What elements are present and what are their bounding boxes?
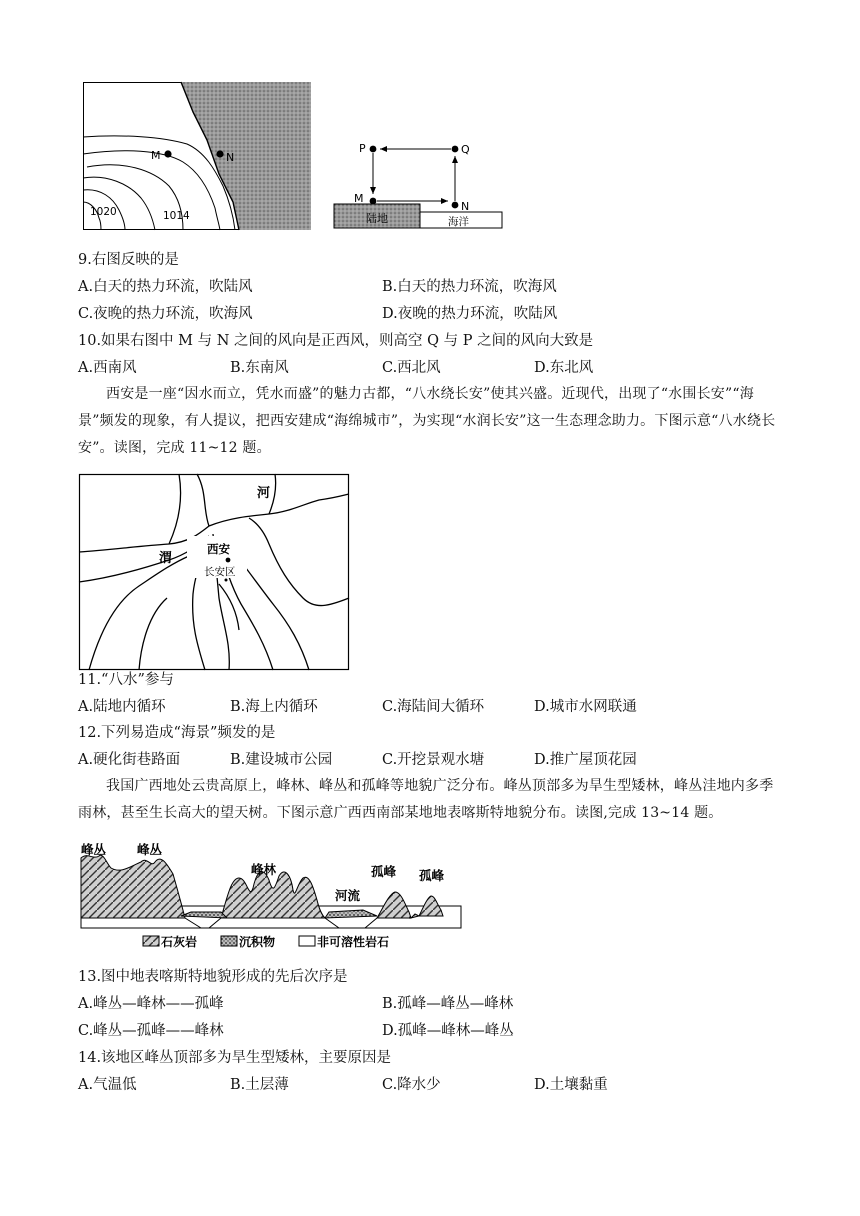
q12-option-c[interactable]: C.开挖景观水塘 bbox=[382, 752, 485, 768]
q14-option-d[interactable]: D.土壤黏重 bbox=[534, 1077, 608, 1093]
q14-option-c[interactable]: C.降水少 bbox=[382, 1077, 441, 1093]
legend-nonsoluble-rock: 非可溶性岩石 bbox=[317, 935, 390, 949]
q10-option-d[interactable]: D.东北风 bbox=[534, 360, 594, 376]
q14-option-a[interactable]: A.气温低 bbox=[78, 1077, 137, 1093]
label-m: M bbox=[151, 149, 161, 162]
q12-option-d[interactable]: D.推广屋顶花园 bbox=[534, 752, 637, 768]
fenglin-mass bbox=[221, 872, 325, 918]
q11-option-b[interactable]: B.海上内循环 bbox=[230, 699, 318, 715]
q9-option-c[interactable]: C.夜晚的热力环流，吹海风 bbox=[78, 306, 253, 322]
q9-stem: 9.右图反映的是 bbox=[78, 252, 179, 268]
q13-option-b[interactable]: B.孤峰—峰丛—峰林 bbox=[382, 996, 514, 1012]
isobar-1014: 1014 bbox=[163, 210, 190, 222]
sea-label: 海洋 bbox=[448, 216, 469, 228]
q10-option-c[interactable]: C.西北风 bbox=[382, 360, 441, 376]
q12-option-b[interactable]: B.建设城市公园 bbox=[230, 752, 333, 768]
point-m bbox=[164, 150, 171, 157]
district-label: 长安区 bbox=[204, 566, 236, 578]
eight-rivers-map bbox=[79, 474, 349, 670]
city-label: 西安 bbox=[207, 542, 230, 556]
q9-option-a[interactable]: A.白天的热力环流，吹陆风 bbox=[78, 279, 253, 295]
thermal-circulation-diagram bbox=[330, 140, 506, 232]
q11-option-c[interactable]: C.海陆间大循环 bbox=[382, 699, 485, 715]
q13-option-a[interactable]: A.峰丛—峰林——孤峰 bbox=[78, 996, 224, 1012]
point-n bbox=[216, 150, 223, 157]
fengcong-label-1: 峰丛 bbox=[81, 842, 107, 857]
land-label: 陆地 bbox=[366, 212, 388, 225]
river-he-label: 河 bbox=[257, 486, 271, 501]
xian-marker bbox=[226, 558, 231, 563]
q9-option-b[interactable]: B.白天的热力环流，吹海风 bbox=[382, 279, 557, 295]
q10-option-a[interactable]: A.西南风 bbox=[78, 360, 137, 376]
isobar-map bbox=[83, 82, 311, 230]
gufeng-label-2: 孤峰 bbox=[419, 868, 445, 883]
q11-stem: 11.“八水”参与 bbox=[78, 672, 174, 688]
isobar-1020: 1020 bbox=[90, 206, 117, 218]
q12-stem: 12.下列易造成“海景”频发的是 bbox=[78, 725, 276, 741]
q12-option-a[interactable]: A.硬化街巷路面 bbox=[78, 752, 181, 768]
label-p: P bbox=[359, 142, 366, 155]
q14-stem: 14.该地区峰丛顶部多为旱生型矮林，主要原因是 bbox=[78, 1050, 392, 1066]
label-q: Q bbox=[461, 143, 470, 156]
q11-option-d[interactable]: D.城市水网联通 bbox=[534, 699, 637, 715]
gufeng-label-1: 孤峰 bbox=[371, 864, 397, 879]
fengcong-label-2: 峰丛 bbox=[137, 842, 163, 857]
label-n2: N bbox=[461, 200, 470, 213]
karst-cross-section bbox=[81, 838, 465, 954]
fenglin-label: 峰林 bbox=[251, 862, 277, 877]
legend-limestone: 石灰岩 bbox=[161, 935, 198, 949]
river-wei-label: 渭 bbox=[159, 551, 173, 566]
q13-stem: 13.图中地表喀斯特地貌形成的先后次序是 bbox=[78, 969, 348, 985]
q10-stem: 10.如果右图中 M 与 N 之间的风向是正西风，则高空 Q 与 P 之间的风向大致是 bbox=[78, 333, 594, 349]
label-n: N bbox=[226, 151, 235, 164]
fengcong-mass bbox=[81, 855, 185, 918]
passage-xian: 西安是一座“因水而立，凭水而盛”的魅力古都，“八水绕长安”使其兴盛。近现代，出现了“水围长安”“海景”频发的现象，有人提议，把西安建成“海绵城市”，为实现“水润长安”这一生态理念助力。下图示意“八水绕长安”。读图，完成 11~12 题。 bbox=[78, 386, 776, 456]
label-m2: M bbox=[354, 192, 364, 205]
q13-option-d[interactable]: D.孤峰—峰林—峰丛 bbox=[382, 1023, 514, 1039]
q13-option-c[interactable]: C.峰丛—孤峰——峰林 bbox=[78, 1023, 224, 1039]
passage-guangxi: 我国广西地处云贵高原上，峰林、峰丛和孤峰等地貌广泛分布。峰丛顶部多为旱生型矮林，峰丛洼地内多季雨林，甚至生长高大的望天树。下图示意广西西南部某地地表喀斯特地貌分布。读图,完成 13~14 题。 bbox=[78, 778, 774, 821]
legend-sediment: 沉积物 bbox=[239, 935, 276, 949]
q10-option-b[interactable]: B.东南风 bbox=[230, 360, 289, 376]
q14-option-b[interactable]: B.土层薄 bbox=[230, 1077, 289, 1093]
changan-marker bbox=[225, 579, 228, 582]
q9-option-d[interactable]: D.夜晚的热力环流，吹陆风 bbox=[382, 306, 558, 322]
q11-option-a[interactable]: A.陆地内循环 bbox=[78, 699, 166, 715]
river-label: 河流 bbox=[335, 888, 361, 903]
gufeng-mass-1 bbox=[377, 892, 411, 918]
